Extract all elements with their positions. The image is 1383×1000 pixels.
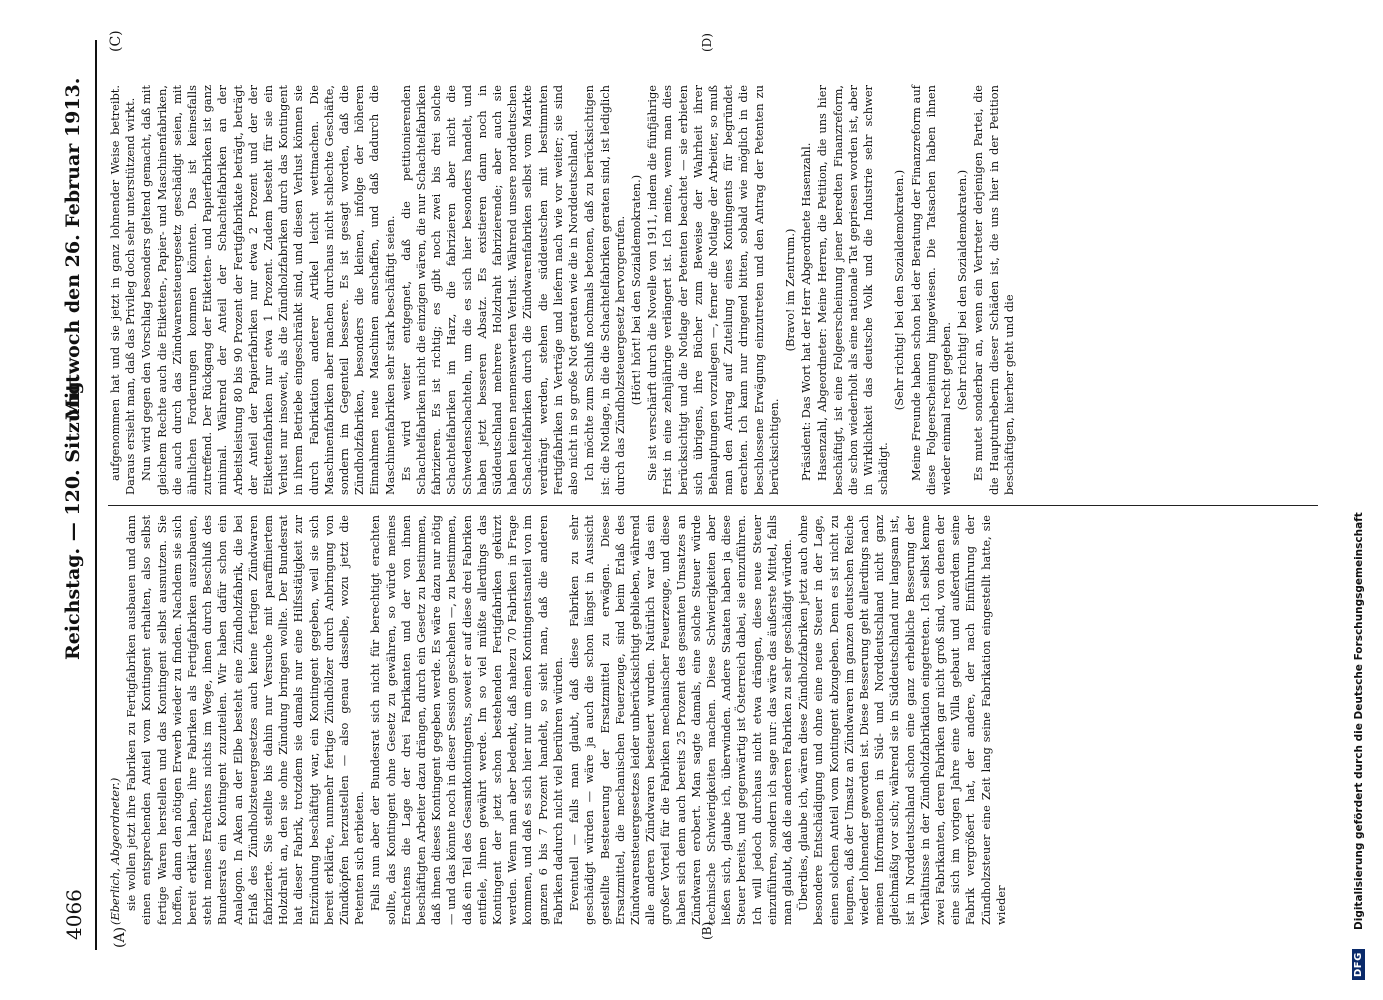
- session-title: Reichstag. — 120. Sitzung.: [62, 374, 84, 660]
- interjection: (Bravo! im Zentrum.): [782, 228, 797, 352]
- paragraph: Sie ist verschärft durch die Novelle von 1911, indem die fünfjährige Frist in eine zehnjährige verlängert ist. Ich meine, wenn man dies berücksichtigt und die Notlage der Petenten beachtet — sie erbieten sich übrigens, ihre Bücher zum Beweise der Wahrheit ihrer Behauptungen vorzulegen —, ferner die Notlage der Arbeiter, so muß man den Antrag auf Zuteilung eines Kontingents für begründet erachten. Ich kann nur dringend bitten, sobald wie möglich in die beschlossene Erwägung einzutreten und den Antrag der Petenten zu berücksichtigen.: [645, 85, 781, 495]
- credit-text: Digitalisierung gefördert durch die Deutsche Forschungsgemeinschaft: [1353, 512, 1365, 930]
- paragraph: Eventuell — falls man glaubt, daß diese Fabriken zu sehr geschädigt würden — wäre ja auch die schon längst in Aussicht gestellte Besteuerung der Ersatzmittel zu erwägen. Diese Ersatzmittel, die mechanischen Feuerzeuge, sind beim Erlaß des Zündwarensteuergesetzes leider unberücksichtigt geblieben, während alle anderen Zündwaren besteuert wurden. Natürlich war das ein großer Vorteil für die Fabriken mechanischer Feuerzeuge, und diese haben sich denn auch bereits 25 Prozent des gesamten Umsatzes an Zündwaren erobert. Man sagte damals, eine solche Steuer würde technische Schwierigkeiten machen. Diese Schwierigkeiten aber ließen sich, glaube ich, überwinden. Andere Staaten haben ja diese Steuer bereits, und gegenwärtig ist Österreich dabei, sie einzuführen. Ich will jedoch durchaus nicht etwa drängen, diese neue Steuer einzuführen, sondern ich sage nur: das wäre das äußerste Mittel, falls man glaubt, daß die anderen Fabriken zu sehr geschädigt würden.: [567, 515, 794, 925]
- margin-label-c: (C): [108, 30, 124, 52]
- paragraph: Hasenzahl, Abgeordneter: Meine Herren, die Petition, die uns hier beschäftigt, ist eine Folgeerscheinung jener beredten Finanzreform, die schon wiederholt als eine nationale Tat gepriesen worden ist, aber in Wirklichkeit das deutsche Volk und die Industrie sehr schwer schädigt.: [815, 85, 891, 495]
- header-rule: [95, 40, 97, 950]
- left-column: [108, 515, 1010, 925]
- column-divider: [108, 505, 1318, 506]
- page-number: 4066: [62, 889, 86, 940]
- paragraph: Es mutet sonderbar an, wenn ein Vertreter derjenigen Partei, die die Haupturheberin dieser Schäden ist, die uns hier in der Petition beschäftigen, hierher geht und die: [971, 85, 1016, 495]
- paragraph: Überdies, glaube ich, wären diese Zündholzfabriken jetzt auch ohne besondere Entschädigung und ohne eine neue Steuer in der Lage, einen solchen Anteil vom Kontingent abzugeben. Denn es ist nicht zu leugnen, daß der Umsatz an Zündwaren im ganzen deutschen Reiche wieder lohnender geworden ist. Diese Besserung geht allerdings nach meinen Informationen in Süd- und Norddeutschland nicht ganz gleichmäßig vor sich; während sie in Süddeutschland nur langsam ist, ist in Norddeutschland schon eine ganz erhebliche Besserung der Verhältnisse in der Zündholzfabrikation eingetreten. Ich selbst kenne zwei Fabrikanten, deren Fabriken gar nicht groß sind, von denen der eine sich im vorigen Jahre eine Villa gebaut und außerdem seine Fabrik vergrößert hat, der andere, der nach Einführung der Zündholzsteuer eine Zeit lang seine Fabrikation eingestellt hatte, sie wieder: [796, 515, 1008, 925]
- paragraph: Präsident: Das Wort hat der Herr Abgeordnete Hasenzahl.: [799, 142, 814, 481]
- margin-label-d: (D): [700, 33, 714, 52]
- speaker-line: (Eberlich, Abgeordneter.): [108, 777, 122, 925]
- paragraph: sie wollen jetzt ihre Fabriken zu Fertigfabriken ausbauen und dann einen entsprechenden Anteil vom Kontingent erhalten, also selbst fertige Waren herstellen und das Kontingent selbst ausnutzen. Sie hoffen, dann den nötigen Erwerb wieder zu finden. Nachdem sie sich bereit erklärt haben, ihre Fabriken als Fertigfabriken auszubauen, steht meines Erachtens nichts im Wege, ihnen durch Beschluß des Bundesrats ein Kontingent zuzuteilen. Wir haben dafür schon ein Analogon. In Aken an der Elbe besteht eine Zündholzfabrik, die bei Erlaß des Zündholzsteuergesetzes auch keine fertigen Zündwaren fabrizierte. Sie stellte bis dahin nur Versuche mit paraffiniertem Holzdraht an, den sie ohne Zündung bringen wollte. Der Bundesrat hat dieser Fabrik, trotzdem sie damals nur eine Hilfsstätigkeit zur Entzündung beschäftigt war, ein Kontingent gegeben, weil sie sich bereit erklärte, nunmehr fertige Zündhölzer durch Anbringung von Zündköpfen herzustellen — also genau dasselbe, wozu jetzt die Petenten sich erbieten.: [124, 515, 367, 925]
- paragraph: Ich möchte zum Schluß nochmals betonen, daß zu berücksichtigen ist: die Notlage, in die die Schachtelfabriken geraten sind, ist lediglich durch das Zündholzsteuergesetz hervorgerufen.: [582, 85, 627, 495]
- paragraph: aufgenommen hat und sie jetzt in ganz lohnender Weise betreibt. Daraus ersieht man, daß das Privileg doch sehr unterstützend wirkt.: [108, 85, 138, 495]
- session-date: Mittwoch den 26. Februar 1913.: [62, 77, 84, 420]
- paragraph: Falls nun aber der Bundesrat sich nicht für berechtigt erachten sollte, das Kontingent ohne Gesetz zu gewähren, so würde meines Erachtens die Lage der drei Fabrikanten und der von ihnen beschäftigten Arbeiter dazu drängen, durch ein Gesetz zu bestimmen, daß ihnen dieses Kontingent gegeben werde. Es wäre dazu nur nötig — und das könnte noch in dieser Session geschehen —, zu bestimmen, daß ein Teil des Gesamtkontingents, soweit er auf diese drei Fabriken entfielе, ihnen gewährt werde. Im so viel müßte allerdings das Kontingent der jetzt schon bestehenden Fertigfabriken gekürzt werden. Wenn man aber bedenkt, daß nahezu 70 Fabriken in Frage kommen, und daß es sich hier nur um einen Kontingentsanteil von im ganzen 6 bis 7 Prozent handelt, so sieht man, daß die anderen Fabriken dadurch nicht viel berühren würden.: [368, 515, 565, 925]
- dfg-badge: DFG: [1352, 949, 1365, 980]
- paragraph: Meine Freunde haben schon bei der Beratung der Finanzreform auf diese Folgeerscheinung hingewiesen. Die Tatsachen haben ihnen wieder einmal recht gegeben.: [908, 85, 953, 495]
- running-header: [58, 60, 92, 940]
- paragraph: Nun wird gegen den Vorschlag besonders geltend gemacht, daß mit gleichem Rechte auch die Etiketten-, Papier- und Maschinenfabriken, die auch durch das Zündwarensteuergesetz geschädigt seien, mit ähnlichen Forderungen kommen könnten. Das ist keinesfalls zutreffend. Der Rückgang der Etiketten- und Papierfabriken ist ganz minimal. Während der Anteil der Schachtelfabriken an der Arbeitsleistung 80 bis 90 Prozent der Fertigfabrikate beträgt, beträgt der Anteil der Papierfabriken nur etwa 2 Prozent und der der Etikettenfabriken nur etwa 1 Prozent. Zudem besteht für sie ein Verlust nur insoweit, als die Zündholzfabriken durch das Kontingent in ihrem Betriebe eingeschränkt sind, und diesen Verlust können sie durch Fabrikation anderer Artikel leicht wettmachen. Die Maschinenfabriken aber machen durchaus nicht schlechte Geschäfte, sondern im Gegenteil bessere. Es ist gesagt worden, daß die Zündholzfabriken, besonders die kleinen, infolge der höheren Einnahmen neue Maschinen anschaffen, und daß dadurch die Maschinenfabriken sehr stark beschäftigt seien.: [139, 85, 397, 495]
- margin-label-b: (B): [700, 921, 714, 940]
- right-column: [108, 85, 1018, 495]
- digitisation-credit-strip: [1348, 20, 1374, 980]
- interjection: (Hört! hört! bei den Sozialdemokraten.): [628, 174, 643, 406]
- interjection: (Sehr richtig! bei den Sozialdemokraten.): [955, 169, 970, 411]
- paragraph: Es wird weiter entgegnet, daß die petitionierenden Schachtelfabriken nicht die einzigen wären, die nur Schachtelfabriken fabrizieren. Es ist richtig; es gibt noch zwei bis drei solche Schachtelfabriken im Harz, die fabrizieren aber nicht die Schwedenschachteln, um die es sich hier besonders handelt, und haben jetzt besseren Absatz. Es existieren dann noch in Süddeutschland mehrere Holzdraht fabrizierende; aber auch sie haben keinen nennenswerten Verlust. Während unsere norddeutschen Schachtelfabriken durch die Zündwarenfabriken selbst vom Markte verdrängt werden, stehen die süddeutschen mit bestimmten Fertigfabriken in Verträge und liefern nach wie vor weiter; sie sind also nicht in so große Not geraten wie die in Norddeutschland.: [398, 85, 581, 495]
- margin-label-a: (A): [112, 926, 128, 948]
- interjection: (Sehr richtig! bei den Sozialdemokraten.): [892, 169, 907, 411]
